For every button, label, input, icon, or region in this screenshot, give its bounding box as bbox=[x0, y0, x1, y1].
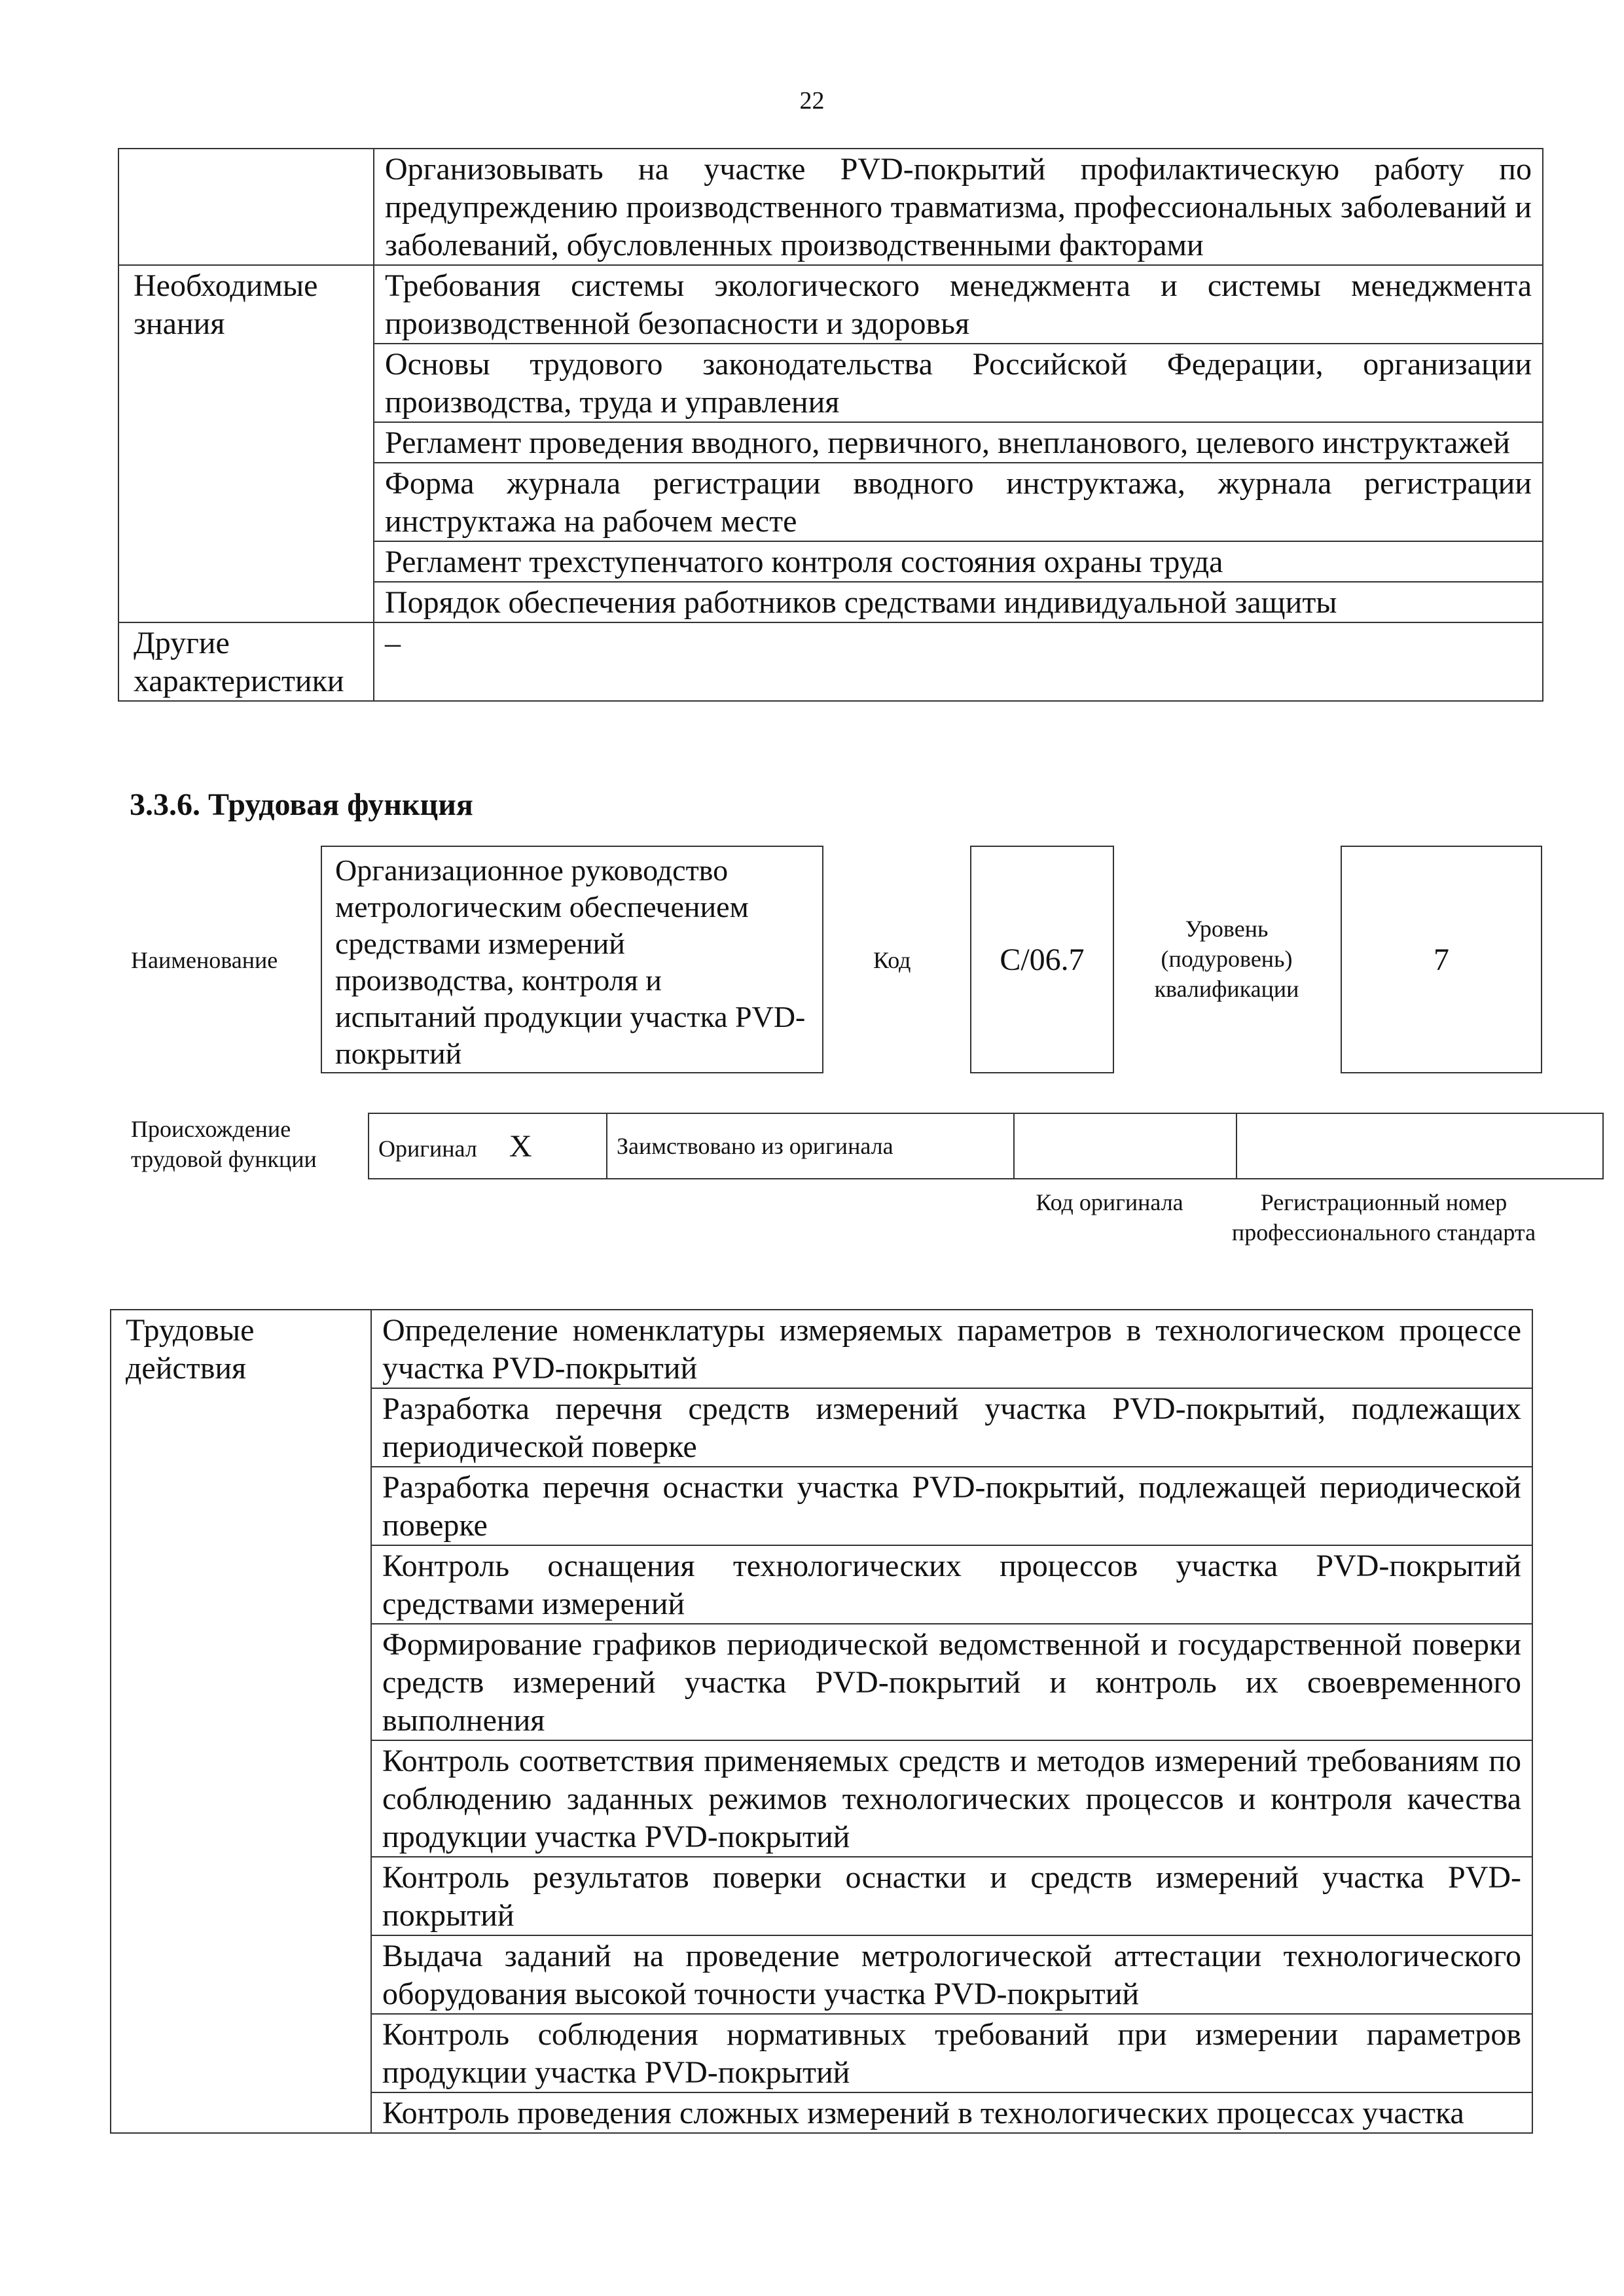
table-cell: Порядок обеспечения работников средствами индивидуальной защиты bbox=[374, 582, 1543, 622]
page-number: 22 bbox=[799, 87, 825, 115]
origin-table bbox=[368, 1113, 1604, 1179]
table-cell: Основы трудового законодательства Российской Федерации, организации производства, труда и управления bbox=[374, 344, 1543, 422]
code-original-cell bbox=[1014, 1113, 1236, 1179]
table-cell: – bbox=[374, 622, 1543, 701]
empty-label-cell bbox=[118, 149, 374, 265]
row-label-knowledge: Необходимые знания bbox=[118, 265, 374, 622]
original-mark: X bbox=[509, 1128, 532, 1164]
table-cell: Организовывать на участке PVD-покрытий профилактическую работу по предупреждению производственного травматизма, профессиональных заболеваний и заболеваний, обусловленных производственными факторами bbox=[374, 149, 1543, 265]
name-label: Наименование bbox=[131, 947, 278, 973]
section-title: 3.3.6. Трудовая функция bbox=[130, 787, 473, 822]
knowledge-table bbox=[118, 148, 1543, 702]
function-name-box: Организационное руководство метрологическим обеспечением средствами измерений производства, контроля и испытаний продукции участка PVD-покрытий bbox=[321, 846, 823, 1073]
level-label: Уровень (подуровень) квалификации bbox=[1154, 916, 1299, 1002]
table-cell: Регламент проведения вводного, первичного, внепланового, целевого инструктажей bbox=[374, 422, 1543, 463]
table-cell: Выдача заданий на проведение метрологической аттестации технологического оборудования высокой точности участка PVD-покрытий bbox=[371, 1935, 1532, 2014]
table-cell: Регламент трехступенчатого контроля состояния охраны труда bbox=[374, 541, 1543, 582]
table-row bbox=[118, 622, 1543, 701]
table-row bbox=[369, 1113, 1603, 1179]
level-value: 7 bbox=[1434, 942, 1449, 977]
table-cell: Разработка перечня оснастки участка PVD-покрытий, подлежащей периодической поверке bbox=[371, 1467, 1532, 1545]
original-label: Оригинал bbox=[378, 1135, 477, 1162]
original-cell bbox=[369, 1113, 607, 1179]
table-cell: Контроль проведения сложных измерений в технологических процессах участка bbox=[371, 2092, 1532, 2133]
table-cell: Требования системы экологического менеджмента и системы менеджмента производственной безопасности и здоровья bbox=[374, 265, 1543, 344]
table-row bbox=[111, 1310, 1532, 1388]
origin-label: Происхождение трудовой функции bbox=[131, 1116, 317, 1172]
table-cell: Контроль соблюдения нормативных требований при измерении параметров продукции участка PVD-покрытий bbox=[371, 2014, 1532, 2092]
table-row bbox=[118, 265, 1543, 344]
borrowed-cell bbox=[607, 1113, 1014, 1179]
table-cell: Форма журнала регистрации вводного инструктажа, журнала регистрации инструктажа на рабочем месте bbox=[374, 463, 1543, 541]
table-cell: Контроль соответствия применяемых средств и методов измерений требованиям по соблюдению заданных режимов технологических процессов и контроля качества продукции участка PVD-покрытий bbox=[371, 1740, 1532, 1857]
level-box bbox=[1341, 846, 1542, 1073]
code-original-label: Код оригинала bbox=[1036, 1189, 1183, 1215]
table-cell: Формирование графиков периодической ведомственной и государственной поверки средств измерений участка PVD-покрытий и контроль их своевременного выполнения bbox=[371, 1624, 1532, 1740]
reg-number-label: Регистрационный номер профессионального стандарта bbox=[1231, 1189, 1536, 1246]
table-cell: Определение номенклатуры измеряемых параметров в технологическом процессе участка PVD-покрытий bbox=[371, 1310, 1532, 1388]
reg-number-cell bbox=[1236, 1113, 1603, 1179]
table-row bbox=[118, 149, 1543, 265]
table-cell: Контроль результатов поверки оснастки и средств измерений участка PVD-покрытий bbox=[371, 1857, 1532, 1935]
table-cell: Разработка перечня средств измерений участка PVD-покрытий, подлежащих периодической поверке bbox=[371, 1388, 1532, 1467]
table-cell: Контроль оснащения технологических процессов участка PVD-покрытий средствами измерений bbox=[371, 1545, 1532, 1624]
row-label-other: Другие характеристики bbox=[118, 622, 374, 701]
borrowed-label: Заимствовано из оригинала bbox=[617, 1133, 893, 1159]
code-label: Код bbox=[873, 947, 911, 973]
code-value: C/06.7 bbox=[1000, 942, 1085, 977]
code-box bbox=[970, 846, 1114, 1073]
actions-table bbox=[110, 1309, 1533, 2134]
row-label-actions: Трудовые действия bbox=[111, 1310, 371, 2133]
